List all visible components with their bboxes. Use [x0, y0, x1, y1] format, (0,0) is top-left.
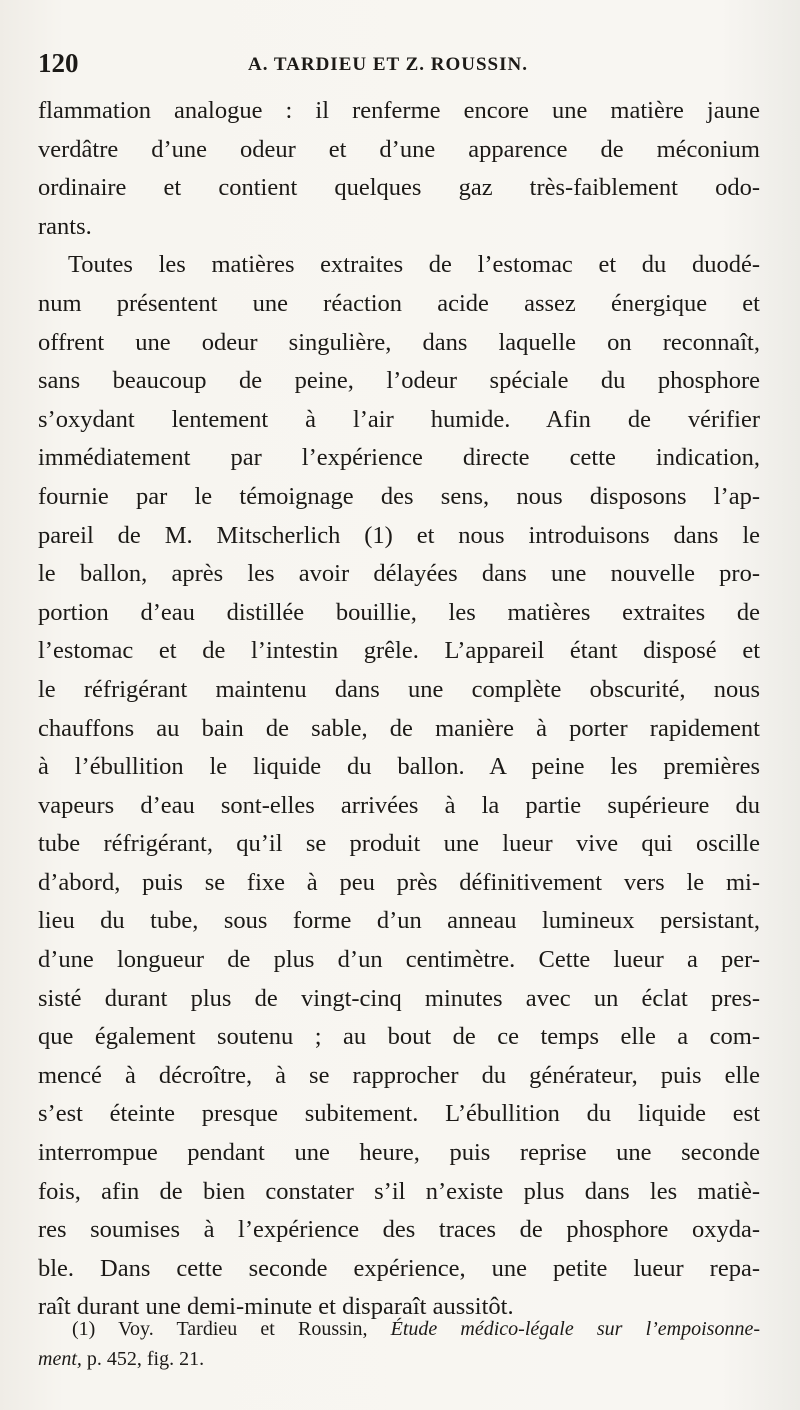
text-line: fournie par le témoignage des sens, nous disposons l’ap- — [38, 482, 760, 510]
footnote-mark: (1) — [72, 1318, 96, 1340]
footnote-title-end: ment, — [38, 1348, 82, 1370]
text-line: d’une longueur de plus d’un centimètre. Cette lueur a per- — [38, 946, 760, 974]
text-line: num présentent une réaction acide assez énergique et — [38, 289, 760, 317]
text-line: pareil de M. Mitscherlich (1) et nous introduisons dans le — [38, 521, 760, 549]
text-line: fois, afin de bien constater s’il n’existe plus dans les matiè- — [38, 1177, 760, 1205]
text-line: chauffons au bain de sable, de manière à porter rapidement — [38, 714, 760, 742]
text-line: tube réfrigérant, qu’il se produit une lueur vive qui oscille — [38, 830, 760, 858]
running-head: A. TARDIEU ET Z. ROUSSIN. — [248, 54, 528, 75]
text-line: verdâtre d’une odeur et d’une apparence de méconium — [38, 135, 760, 163]
text-line: l’estomac et de l’intestin grêle. L’appareil étant disposé et — [38, 637, 760, 665]
text-line: res soumises à l’expérience des traces de phosphore oxyda- — [38, 1216, 760, 1244]
text-line: le réfrigérant maintenu dans une complète obscurité, nous — [38, 675, 760, 703]
text-line: vapeurs d’eau sont-elles arrivées à la partie supérieure du — [38, 791, 760, 819]
text-line: interrompue pendant une heure, puis reprise une seconde — [38, 1139, 760, 1167]
text-line: portion d’eau distillée bouillie, les matières extraites de — [38, 598, 760, 626]
footnote-line — [38, 1344, 760, 1374]
page-header — [38, 48, 758, 80]
text-line: rants. — [38, 212, 92, 240]
text-line: s’est éteinte presque subitement. L’ébullition du liquide est — [38, 1100, 760, 1128]
paragraph-start-line: Toutes les matières extraites de l’estomac et du duodé- — [68, 251, 760, 279]
text-line: raît durant une demi-minute et disparaît aussitôt. — [38, 1293, 514, 1321]
text-line: que également soutenu ; au bout de ce temps elle a com- — [38, 1023, 760, 1051]
text-line: ordinaire et contient quelques gaz très-faiblement odo- — [38, 174, 760, 202]
text-line: lieu du tube, sous forme d’un anneau lumineux persistant, — [38, 907, 760, 935]
text-line: ble. Dans cette seconde expérience, une petite lueur repa- — [38, 1254, 760, 1282]
text-line: d’abord, puis se fixe à peu près définitivement vers le mi- — [38, 868, 760, 896]
text-line: sisté durant plus de vingt-cinq minutes avec un éclat pres- — [38, 984, 760, 1012]
text-line: immédiatement par l’expérience directe cette indication, — [38, 444, 760, 472]
footnote-title: Étude médico-légale sur l’empoisonne- — [390, 1318, 760, 1340]
text-line: sans beaucoup de peine, l’odeur spéciale du phosphore — [38, 367, 760, 395]
text-line: offrent une odeur singulière, dans laquelle on reconnaît, — [38, 328, 760, 356]
text-line: flammation analogue : il renferme encore une matière jaune — [38, 97, 760, 124]
footnote-reference: p. 452, fig. 21. — [86, 1348, 205, 1370]
footnote — [38, 1314, 760, 1374]
body-text — [38, 92, 760, 1327]
text-line: s’oxydant lentement à l’air humide. Afin de vérifier — [38, 405, 760, 433]
text-line: à l’ébullition le liquide du ballon. A peine les premières — [38, 753, 760, 781]
footnote-line — [38, 1314, 760, 1344]
text-line: le ballon, après les avoir délayées dans une nouvelle pro- — [38, 560, 760, 588]
text-line: mencé à décroître, à se rapprocher du générateur, puis elle — [38, 1061, 760, 1089]
page-number: 120 — [38, 48, 79, 78]
footnote-citation: Voy. Tardieu et Roussin, — [118, 1318, 368, 1340]
